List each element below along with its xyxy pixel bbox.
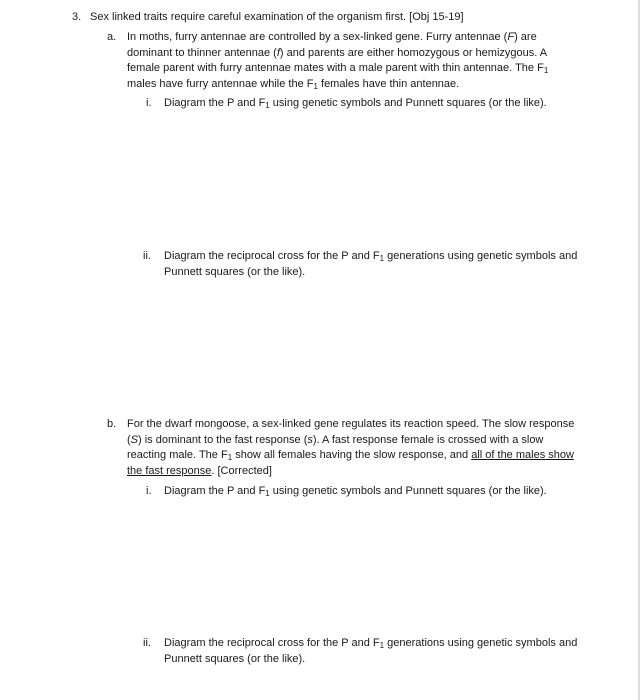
subquestion-text: Diagram the P and $F_1$ using genetic symbols and Punnett squares (or the like).	[164, 485, 547, 498]
part-b-subquestion-i	[146, 484, 586, 500]
subquestion-text: Diagram the P and $F_1$ using genetic symbols and Punnett squares (or the like).	[164, 97, 547, 110]
part-a	[107, 30, 577, 92]
question-3	[72, 10, 612, 26]
part-b	[107, 417, 577, 479]
part-b-text: For the dwarf mongoose, a sex-linked gene regulates its reaction speed. The slow response (S) is dominant to the fast response (s). A fast response female is crossed with a slow reacting male. The $F_1$ show all females having the slow response, and all of the males show the fast response. [Corrected]	[127, 418, 575, 477]
question-text: Sex linked traits require careful examination of the organism first. [Obj 15-19]	[90, 11, 464, 23]
part-a-subquestion-i	[146, 96, 586, 112]
part-a-subquestion-ii	[143, 249, 583, 280]
subquestion-text: Diagram the reciprocal cross for the P and $F_1$ generations using genetic symbols and Punnett squares (or the like).	[164, 250, 578, 278]
part-a-label: a.	[107, 31, 117, 43]
subquestion-label: i.	[146, 97, 152, 109]
subquestion-text: Diagram the reciprocal cross for the P and $F_1$ generations using genetic symbols and Punnett squares (or the like).	[164, 637, 578, 665]
part-a-text: In moths, furry antennae are controlled by a sex-linked gene. Furry antennae (F) are dominant to thinner antennae (f) and parents are either homozygous or hemizygous. A female parent with furry antennae mates with a male parent with thin antennae. The $F_1$ males have furry antennae while the $F_1$ females have thin antennae.	[127, 31, 549, 91]
part-b-subquestion-ii	[143, 636, 583, 667]
subquestion-label: ii.	[143, 637, 151, 649]
underlined-text: all of the males show the fast response	[127, 449, 574, 477]
part-b-label: b.	[107, 418, 117, 430]
subquestion-label: ii.	[143, 250, 151, 262]
question-number: 3.	[72, 11, 82, 23]
subquestion-label: i.	[146, 485, 152, 497]
